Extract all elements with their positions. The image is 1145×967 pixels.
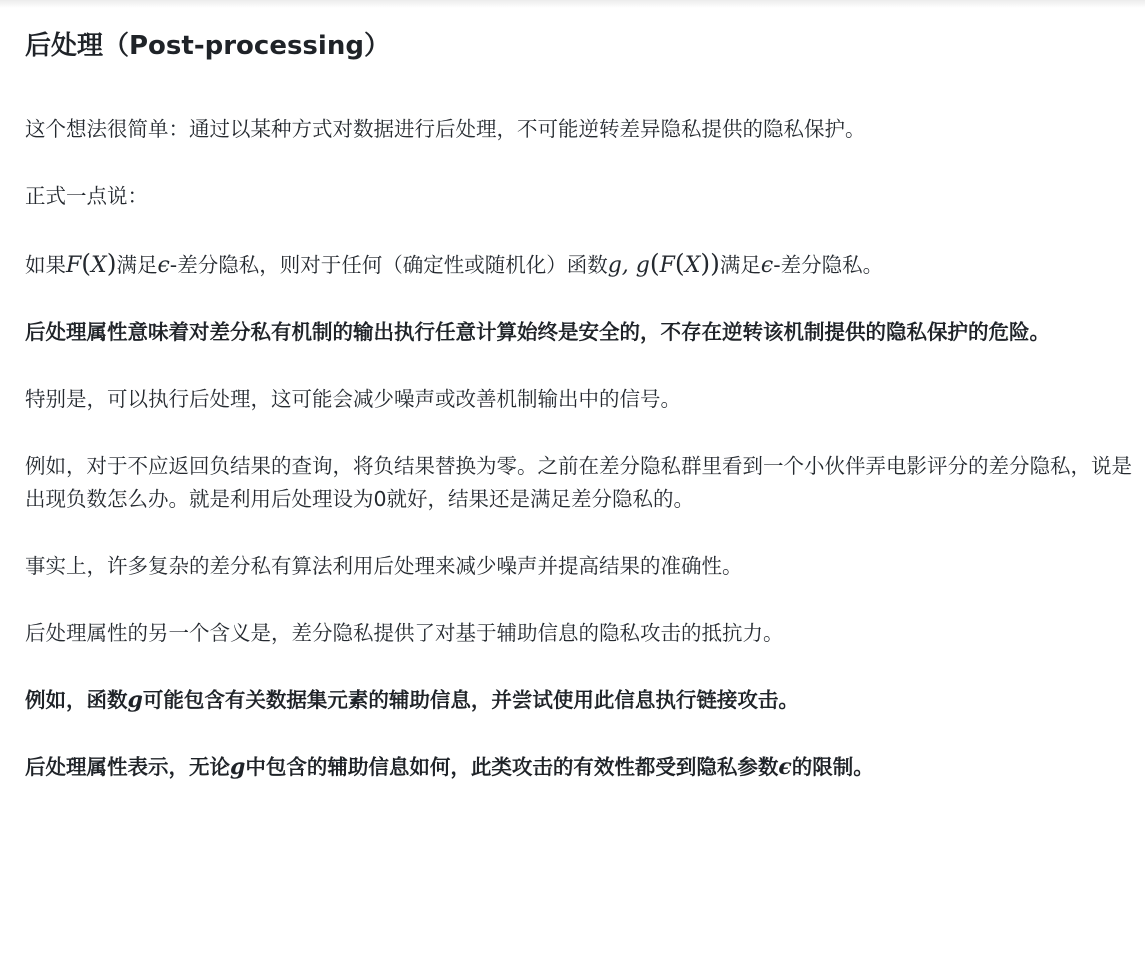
paragraph-formal-definition	[25, 247, 1137, 282]
section-heading: 后处理（Post-processing）	[25, 31, 390, 61]
math-X: X	[91, 253, 107, 278]
def-text-1: 如果	[25, 253, 66, 277]
bound-text-1: 后处理属性表示，无论	[25, 755, 230, 779]
paragraph-algorithms: 事实上，许多复杂的差分私有算法利用后处理来减少噪声并提高结果的准确性。	[25, 554, 743, 578]
math-epsilon: ϵ	[157, 253, 170, 278]
math-g: g	[607, 253, 622, 278]
def-text-4: 满足	[719, 253, 761, 277]
math-g-4: g	[230, 754, 246, 780]
math-comma: ,	[621, 253, 636, 278]
def-text-2: 满足	[116, 253, 158, 277]
math-X-2: X	[684, 253, 701, 278]
paragraph-epsilon-bound	[25, 751, 1137, 784]
math-paren-close: )	[106, 249, 117, 278]
paragraph-example-negative: 例如，对于不应返回负结果的查询，将负结果替换为零。之前在差分隐私群里看到一个小伙伴弄电影评分的差分隐私，说是出现负数怎么办。就是利用后处理设为0就好，结果还是满足差分隐私的。	[25, 454, 1132, 511]
linkage-text-2: 可能包含有关数据集元素的辅助信息，并尝试使用此信息执行链接攻击。	[142, 688, 799, 712]
linkage-text-1: 例如，函数	[25, 688, 128, 712]
paragraph-postprocessing-safe: 后处理属性意味着对差分私有机制的输出执行任意计算始终是安全的，不存在逆转该机制提供的隐私保护的危险。	[25, 320, 1050, 344]
paragraph-auxiliary-info: 后处理属性的另一个含义是，差分隐私提供了对基于辅助信息的隐私攻击的抵抗力。	[25, 621, 784, 645]
math-paren-close-2: ))	[700, 249, 720, 278]
math-paren-open-2: (	[649, 249, 660, 278]
math-g-2: g	[635, 253, 650, 278]
article-content	[25, 24, 1137, 818]
math-F-2: F	[659, 253, 675, 278]
paragraph-formal-intro: 正式一点说：	[25, 184, 148, 208]
math-paren-open: (	[81, 249, 92, 278]
math-g-3: g	[127, 687, 143, 713]
paragraph-idea: 这个想法很简单：通过以某种方式对数据进行后处理，不可能逆转差异隐私提供的隐私保护。	[25, 117, 866, 141]
paragraph-linkage-attack	[25, 684, 1137, 717]
math-F: F	[66, 253, 82, 278]
math-paren-open-3: (	[674, 249, 685, 278]
bound-text-3: 的限制。	[791, 755, 874, 779]
math-epsilon-2: ϵ	[760, 253, 774, 278]
top-shadow-bar	[0, 0, 1145, 8]
def-text-3: -差分隐私，则对于任何（确定性或随机化）函数	[169, 253, 608, 277]
bound-text-2: 中包含的辅助信息如何，此类攻击的有效性都受到隐私参数	[245, 755, 779, 779]
def-text-5: -差分隐私。	[773, 253, 884, 277]
paragraph-noise-reduction: 特别是，可以执行后处理，这可能会减少噪声或改善机制输出中的信号。	[25, 387, 681, 411]
math-epsilon-3: ϵ	[778, 754, 792, 780]
